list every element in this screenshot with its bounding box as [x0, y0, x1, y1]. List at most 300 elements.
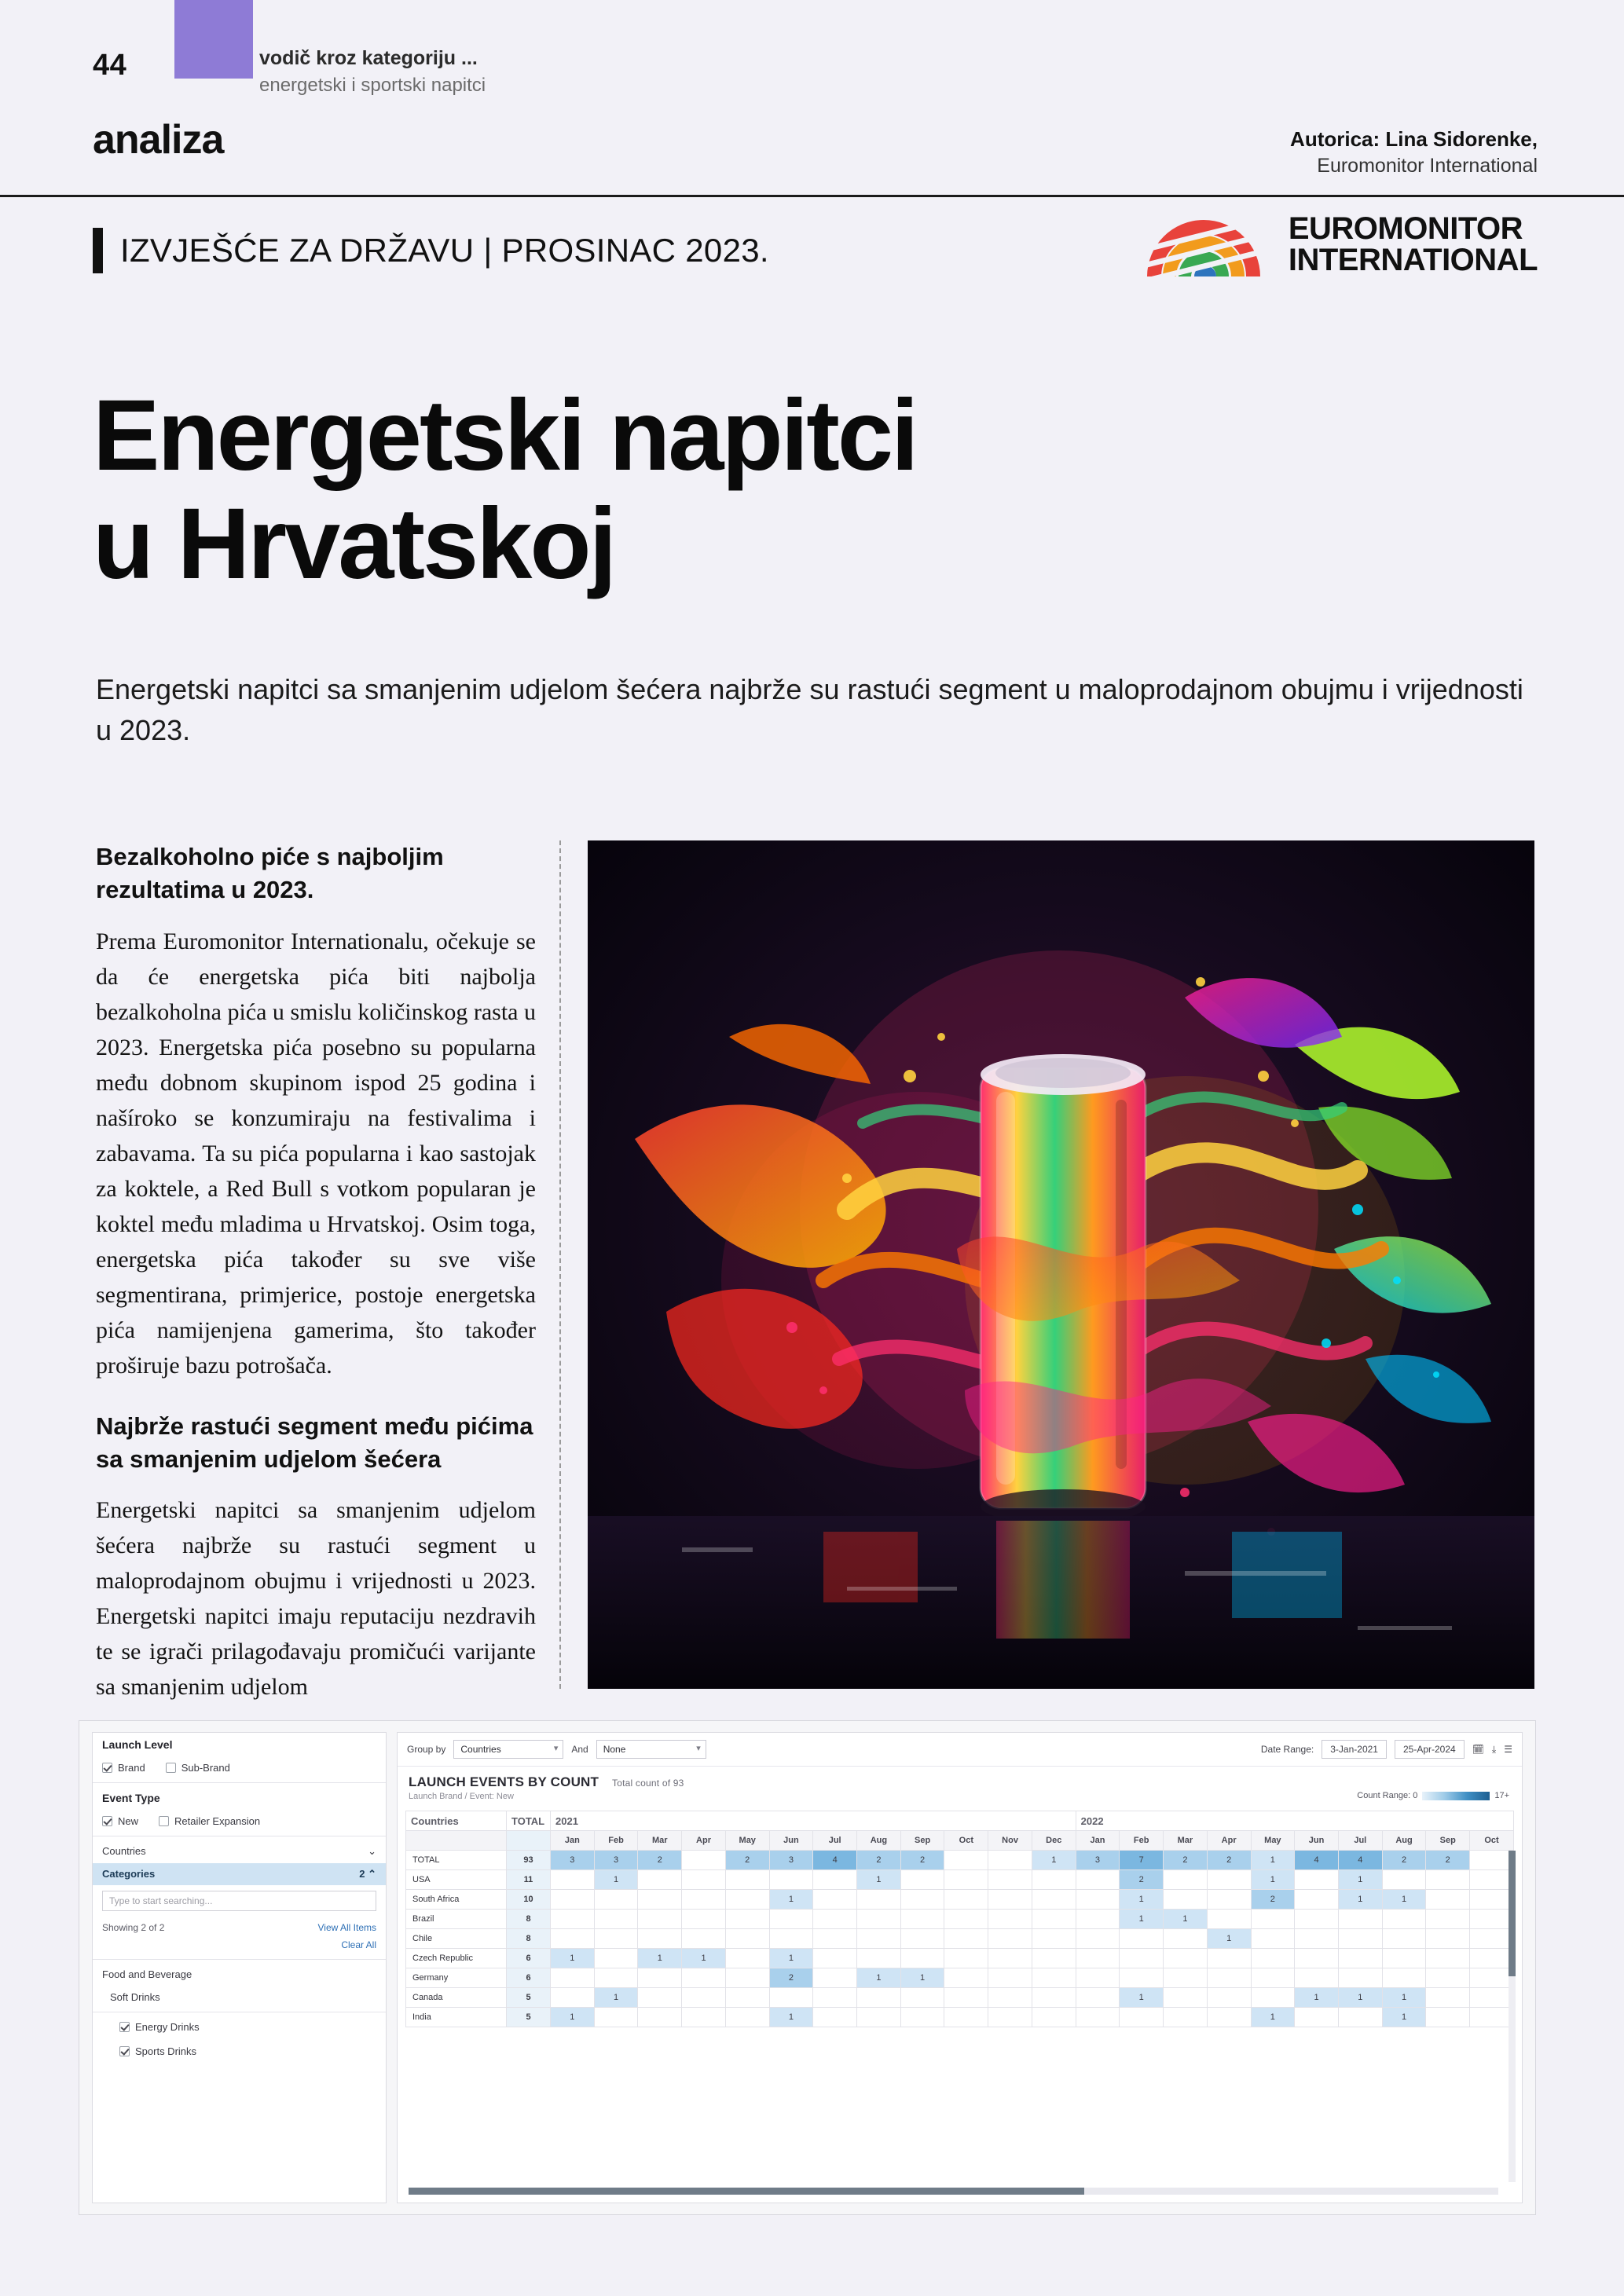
heatmap-cell[interactable]: [1470, 1968, 1514, 1988]
categories-filter-header[interactable]: [93, 1863, 386, 1885]
heatmap-cell[interactable]: [944, 1988, 988, 2008]
filter-energy-drinks[interactable]: [119, 2021, 200, 2033]
heatmap-cell[interactable]: [1207, 1949, 1251, 1968]
heatmap-cell[interactable]: [1076, 1890, 1120, 1910]
filter-brand[interactable]: [102, 1762, 145, 1774]
heatmap-cell[interactable]: [813, 1870, 857, 1890]
heatmap-cell[interactable]: [1338, 1949, 1382, 1968]
heatmap-cell[interactable]: [1426, 1910, 1470, 1929]
heatmap-cell[interactable]: [1470, 1910, 1514, 1929]
date-from-input[interactable]: 3-Jan-2021: [1322, 1740, 1387, 1759]
headline-line-2: u Hrvatskoj: [93, 487, 615, 600]
launch-events-table: [405, 1811, 1514, 2027]
heatmap-cell[interactable]: [594, 1890, 638, 1910]
month-header: Sep: [1426, 1831, 1470, 1851]
heatmap-cell[interactable]: [988, 1890, 1032, 1910]
report-line: [93, 228, 769, 273]
heatmap-cell[interactable]: [1470, 1988, 1514, 2008]
date-range-label: Date Range:: [1260, 1744, 1314, 1755]
table-row[interactable]: [406, 1890, 1514, 1910]
heatmap-cell[interactable]: [1470, 1890, 1514, 1910]
heatmap-cell[interactable]: [1164, 1870, 1208, 1890]
heatmap-cell[interactable]: [900, 1949, 944, 1968]
heatmap-cell[interactable]: [725, 1890, 769, 1910]
heatmap-cell[interactable]: 1: [857, 1968, 901, 1988]
heatmap-cell[interactable]: [944, 1968, 988, 1988]
heatmap-cell[interactable]: [900, 1870, 944, 1890]
heatmap-cell[interactable]: [551, 1988, 595, 2008]
heatmap-cell[interactable]: 1: [551, 1949, 595, 1968]
month-header: Jan: [551, 1831, 595, 1851]
heatmap-cell[interactable]: [944, 1851, 988, 1870]
euromonitor-logo: [1142, 211, 1538, 278]
filter-sports-drinks[interactable]: [119, 2045, 196, 2057]
table-header-blank: [406, 1831, 507, 1851]
count-range-legend: [1357, 1791, 1509, 1800]
month-header: Oct: [1470, 1831, 1514, 1851]
heatmap-cell[interactable]: [1076, 1929, 1120, 1949]
heatmap-cell[interactable]: [682, 1851, 726, 1870]
month-header: Aug: [857, 1831, 901, 1851]
table-row[interactable]: [406, 2008, 1514, 2027]
group-by-label: Group by: [407, 1744, 446, 1755]
filter-brand-label: Brand: [118, 1762, 145, 1774]
heatmap-cell[interactable]: [682, 1988, 726, 2008]
heatmap-cell[interactable]: [1251, 1949, 1295, 1968]
table-year-2022: 2022: [1076, 1811, 1513, 1831]
heatmap-cell[interactable]: [1251, 1929, 1295, 1949]
heatmap-cell[interactable]: [944, 1929, 988, 1949]
heatmap-cell[interactable]: 2: [900, 1851, 944, 1870]
heatmap-cell[interactable]: 2: [769, 1968, 813, 1988]
event-type-title: Event Type: [102, 1792, 160, 1804]
heatmap-cell[interactable]: [1032, 2008, 1076, 2027]
countries-filter-header[interactable]: [93, 1840, 386, 1863]
heatmap-cell[interactable]: [857, 1910, 901, 1929]
heatmap-cell[interactable]: [1382, 1949, 1426, 1968]
heatmap-cell[interactable]: [900, 1988, 944, 2008]
heatmap-cell[interactable]: [944, 1870, 988, 1890]
heatmap-cell[interactable]: [1251, 1968, 1295, 1988]
heatmap-cell[interactable]: [988, 1949, 1032, 1968]
heatmap-cell[interactable]: 1: [769, 2008, 813, 2027]
horizontal-scrollbar[interactable]: [409, 2188, 1498, 2195]
heatmap-cell[interactable]: [682, 1890, 726, 1910]
heatmap-cell[interactable]: [682, 1910, 726, 1929]
heatmap-cell[interactable]: 3: [769, 1851, 813, 1870]
heatmap-cell[interactable]: 2: [638, 1851, 682, 1870]
vertical-scrollbar[interactable]: [1509, 1851, 1516, 2182]
heatmap-cell[interactable]: [1382, 1968, 1426, 1988]
table-header-total-blank: [507, 1831, 551, 1851]
heatmap-cell[interactable]: 3: [551, 1851, 595, 1870]
showing-count: Showing 2 of 2: [102, 1922, 165, 1933]
month-header: Jan: [1076, 1831, 1120, 1851]
logo-line1: EUROMONITOR: [1288, 211, 1523, 246]
heatmap-cell[interactable]: [857, 1929, 901, 1949]
filter-new-label: New: [118, 1815, 139, 1827]
heatmap-cell[interactable]: [769, 1870, 813, 1890]
heatmap-cell[interactable]: [988, 1968, 1032, 1988]
heatmap-cell[interactable]: [1164, 1949, 1208, 1968]
heatmap-cell[interactable]: 1: [1207, 1929, 1251, 1949]
month-header: Jun: [769, 1831, 813, 1851]
heatmap-cell[interactable]: [1338, 2008, 1382, 2027]
heatmap-cell[interactable]: [1207, 1988, 1251, 2008]
heatmap-cell[interactable]: [551, 1968, 595, 1988]
heatmap-cell[interactable]: [1470, 1851, 1514, 1870]
heatmap-cell[interactable]: [1295, 1890, 1339, 1910]
author-organisation: Euromonitor International: [1317, 155, 1538, 178]
heatmap-cell[interactable]: 2: [1207, 1851, 1251, 1870]
heatmap-cell[interactable]: 1: [1382, 2008, 1426, 2027]
heatmap-cell[interactable]: [988, 1929, 1032, 1949]
heatmap-cell[interactable]: 2: [1251, 1890, 1295, 1910]
heatmap-cell[interactable]: 1: [638, 1949, 682, 1968]
heatmap-cell[interactable]: [769, 1988, 813, 2008]
heatmap-cell[interactable]: 1: [1338, 1890, 1382, 1910]
heatmap-cell[interactable]: 2: [1164, 1851, 1208, 1870]
heatmap-cell[interactable]: [1076, 1870, 1120, 1890]
heatmap-cell[interactable]: [769, 1910, 813, 1929]
heatmap-cell[interactable]: [1076, 1910, 1120, 1929]
heatmap-cell[interactable]: [1382, 1929, 1426, 1949]
heatmap-cell[interactable]: 2: [725, 1851, 769, 1870]
heatmap-cell[interactable]: [1032, 1870, 1076, 1890]
heatmap-cell[interactable]: [900, 1910, 944, 1929]
checkbox-icon[interactable]: [166, 1763, 176, 1773]
heatmap-cell[interactable]: [1295, 1870, 1339, 1890]
heatmap-cell[interactable]: [725, 2008, 769, 2027]
filter-sports-drinks-label: Sports Drinks: [135, 2045, 197, 2057]
month-header: Mar: [1164, 1831, 1208, 1851]
heatmap-cell[interactable]: 7: [1120, 1851, 1164, 1870]
report-label: IZVJEŠĆE ZA DRŽAVU | PROSINAC 2023.: [120, 232, 769, 269]
heatmap-cell[interactable]: [725, 1968, 769, 1988]
checkbox-icon[interactable]: [119, 2046, 130, 2056]
heatmap-cell[interactable]: [1207, 2008, 1251, 2027]
heatmap-cell[interactable]: [1032, 1968, 1076, 1988]
heatmap-cell[interactable]: [1120, 1929, 1164, 1949]
heatmap-cell[interactable]: 1: [1120, 1890, 1164, 1910]
and-select[interactable]: None ▾: [596, 1740, 706, 1759]
heatmap-cell[interactable]: [638, 1870, 682, 1890]
hero-image: [588, 840, 1534, 1689]
heatmap-cell[interactable]: [1426, 1949, 1470, 1968]
table-body: [406, 1851, 1514, 2027]
heatmap-cell[interactable]: 3: [1076, 1851, 1120, 1870]
author-block: [1290, 126, 1538, 180]
heatmap-cell[interactable]: 1: [1120, 1988, 1164, 2008]
heatmap-cell[interactable]: [1120, 1968, 1164, 1988]
heatmap-cell[interactable]: 1: [1251, 1870, 1295, 1890]
heatmap-cell[interactable]: [857, 1890, 901, 1910]
table-row[interactable]: [406, 1910, 1514, 1929]
heatmap-cell[interactable]: [551, 1910, 595, 1929]
heatmap-cell[interactable]: 1: [1382, 1988, 1426, 2008]
table-row[interactable]: [406, 1851, 1514, 1870]
heatmap-cell[interactable]: [1032, 1890, 1076, 1910]
section-title: analiza: [93, 117, 224, 163]
categories-count: 2: [359, 1868, 365, 1880]
heatmap-cell[interactable]: [813, 1949, 857, 1968]
heatmap-cell[interactable]: [1164, 2008, 1208, 2027]
divider: [93, 1959, 386, 1960]
heatmap-cell[interactable]: [1032, 1910, 1076, 1929]
filter-sub-brand-label: Sub-Brand: [181, 1762, 230, 1774]
heatmap-cell[interactable]: [1295, 1929, 1339, 1949]
heatmap-cell[interactable]: 1: [1120, 1910, 1164, 1929]
chart-title-text: LAUNCH EVENTS BY COUNT: [409, 1774, 599, 1789]
legend-gradient: [1422, 1792, 1490, 1800]
heatmap-cell[interactable]: [1032, 1929, 1076, 1949]
standfirst: Energetski napitci sa smanjenim udjelom šećera najbrže su rastući segment u maloprodajnom obujmu i vrijednosti u 2023.: [96, 673, 1523, 747]
heatmap-cell[interactable]: [1207, 1870, 1251, 1890]
heatmap-cell[interactable]: [1076, 1949, 1120, 1968]
heatmap-cell[interactable]: [988, 2008, 1032, 2027]
clear-all-link[interactable]: Clear All: [341, 1939, 376, 1950]
heatmap-cell[interactable]: [1207, 1890, 1251, 1910]
table-row[interactable]: [406, 1988, 1514, 2008]
heatmap-cell[interactable]: [1338, 1968, 1382, 1988]
heatmap-cell[interactable]: [551, 1929, 595, 1949]
heatmap-cell[interactable]: [1076, 2008, 1120, 2027]
heatmap-cell[interactable]: 1: [594, 1870, 638, 1890]
row-total: 11: [507, 1870, 551, 1890]
heatmap-cell[interactable]: [944, 1910, 988, 1929]
heatmap-cell[interactable]: [1426, 2008, 1470, 2027]
month-header: May: [725, 1831, 769, 1851]
month-header: Mar: [638, 1831, 682, 1851]
heatmap-cell[interactable]: [988, 1870, 1032, 1890]
heatmap-cell[interactable]: [1426, 1890, 1470, 1910]
heatmap-cell[interactable]: [1164, 1968, 1208, 1988]
heatmap-cell[interactable]: [1426, 1988, 1470, 2008]
heatmap-cell[interactable]: 4: [1338, 1851, 1382, 1870]
heatmap-cell[interactable]: [1295, 1910, 1339, 1929]
heatmap-cell[interactable]: [551, 1890, 595, 1910]
heatmap-cell[interactable]: [638, 1910, 682, 1929]
filter-new[interactable]: [102, 1815, 138, 1827]
author-name: Autorica: Lina Sidorenke,: [1290, 127, 1538, 151]
heatmap-cell[interactable]: [1251, 1910, 1295, 1929]
chevron-up-icon[interactable]: ⌃: [368, 1868, 376, 1880]
row-total: 6: [507, 1968, 551, 1988]
heatmap-cell[interactable]: [1032, 1949, 1076, 1968]
heatmap-cell[interactable]: [1470, 2008, 1514, 2027]
heatmap-cell[interactable]: [900, 1929, 944, 1949]
heatmap-cell[interactable]: [594, 2008, 638, 2027]
heatmap-cell[interactable]: [944, 1890, 988, 1910]
heatmap-cell[interactable]: 1: [1164, 1910, 1208, 1929]
heatmap-cell[interactable]: [1120, 2008, 1164, 2027]
heatmap-cell[interactable]: [1338, 1929, 1382, 1949]
logo-wordmark: [1289, 213, 1538, 276]
month-header: Sep: [900, 1831, 944, 1851]
heatmap-cell[interactable]: [1207, 1968, 1251, 1988]
month-header: Dec: [1032, 1831, 1076, 1851]
heatmap-cell[interactable]: [1207, 1910, 1251, 1929]
chart-total-count: Total count of 93: [612, 1778, 684, 1789]
heatmap-cell[interactable]: [594, 1929, 638, 1949]
page-title: [93, 379, 1428, 600]
heatmap-cell[interactable]: [857, 1988, 901, 2008]
heatmap-cell[interactable]: [813, 1929, 857, 1949]
heatmap-cell[interactable]: 2: [1426, 1851, 1470, 1870]
heatmap-cell[interactable]: [1295, 1968, 1339, 1988]
dashboard-filter-sidebar: [92, 1732, 387, 2203]
heatmap-cell[interactable]: [813, 1890, 857, 1910]
heatmap-cell[interactable]: [1295, 1949, 1339, 1968]
heatmap-cell[interactable]: [1338, 1910, 1382, 1929]
heatmap-cell[interactable]: [1382, 1870, 1426, 1890]
heatmap-cell[interactable]: [1470, 1949, 1514, 1968]
headline-line-1: Energetski napitci: [93, 379, 917, 492]
row-label: India: [406, 2008, 507, 2027]
heatmap-cell[interactable]: 1: [1251, 1851, 1295, 1870]
heatmap-cell[interactable]: [682, 1870, 726, 1890]
heatmap-cell[interactable]: 1: [900, 1968, 944, 1988]
heatmap-cell[interactable]: [638, 1929, 682, 1949]
heatmap-cell[interactable]: [1076, 1968, 1120, 1988]
category-search-input[interactable]: Type to start searching...: [102, 1891, 376, 1911]
checkbox-icon[interactable]: [102, 1763, 112, 1773]
heatmap-cell[interactable]: [944, 1949, 988, 1968]
dashboard-toolbar: [398, 1733, 1522, 1767]
heatmap-cell[interactable]: [813, 1968, 857, 1988]
heatmap-cell[interactable]: [857, 1949, 901, 1968]
category-guide-line2: energetski i sportski napitci: [259, 75, 486, 97]
chevron-down-icon[interactable]: ⌄: [368, 1845, 376, 1857]
heatmap-cell[interactable]: [594, 1968, 638, 1988]
calendar-icon[interactable]: 🗓: [1472, 1744, 1484, 1755]
table-row[interactable]: [406, 1949, 1514, 1968]
filter-sub-brand[interactable]: [166, 1762, 230, 1774]
checkbox-icon[interactable]: [159, 1816, 169, 1826]
month-header: Oct: [944, 1831, 988, 1851]
heatmap-cell[interactable]: 1: [1382, 1890, 1426, 1910]
table-row[interactable]: [406, 1870, 1514, 1890]
heatmap-cell[interactable]: [813, 2008, 857, 2027]
heatmap-cell[interactable]: 2: [1120, 1870, 1164, 1890]
heatmap-cell[interactable]: 1: [1338, 1988, 1382, 2008]
heatmap-cell[interactable]: [682, 1929, 726, 1949]
heatmap-cell[interactable]: [1426, 1929, 1470, 1949]
heatmap-cell[interactable]: [1426, 1968, 1470, 1988]
heatmap-cell[interactable]: [725, 1910, 769, 1929]
heatmap-cell[interactable]: [725, 1929, 769, 1949]
checkbox-icon[interactable]: [102, 1816, 112, 1826]
row-label: South Africa: [406, 1890, 507, 1910]
heatmap-cell[interactable]: [813, 1988, 857, 2008]
euromonitor-arc-icon: [1142, 211, 1274, 278]
heatmap-cell[interactable]: [1251, 1988, 1295, 2008]
heatmap-cell[interactable]: [682, 2008, 726, 2027]
heatmap-cell[interactable]: [1164, 1890, 1208, 1910]
heatmap-cell[interactable]: 1: [769, 1890, 813, 1910]
row-label: Brazil: [406, 1910, 507, 1929]
heatmap-cell[interactable]: 1: [1295, 1988, 1339, 2008]
heatmap-cell[interactable]: [594, 1949, 638, 1968]
heatmap-cell[interactable]: 2: [857, 1851, 901, 1870]
table-row[interactable]: [406, 1929, 1514, 1949]
heatmap-cell[interactable]: [900, 2008, 944, 2027]
row-total: 8: [507, 1929, 551, 1949]
heatmap-cell[interactable]: [725, 1870, 769, 1890]
heatmap-cell[interactable]: [551, 1870, 595, 1890]
heatmap-cell[interactable]: 1: [857, 1870, 901, 1890]
heatmap-cell[interactable]: 1: [1338, 1870, 1382, 1890]
heatmap-cell[interactable]: 2: [1382, 1851, 1426, 1870]
heatmap-cell[interactable]: 1: [1032, 1851, 1076, 1870]
month-header: Feb: [1120, 1831, 1164, 1851]
heatmap-cell[interactable]: [988, 1988, 1032, 2008]
month-header: Apr: [1207, 1831, 1251, 1851]
heatmap-cell[interactable]: [1032, 1988, 1076, 2008]
heatmap-cell[interactable]: [1164, 1929, 1208, 1949]
heatmap-cell[interactable]: 3: [594, 1851, 638, 1870]
settings-icon[interactable]: ☰: [1504, 1744, 1512, 1755]
heatmap-cell[interactable]: [682, 1968, 726, 1988]
group-food-and-beverage[interactable]: Food and Beverage: [102, 1968, 192, 1980]
heatmap-cell[interactable]: [857, 2008, 901, 2027]
heatmap-cell[interactable]: [1120, 1949, 1164, 1968]
group-soft-drinks[interactable]: Soft Drinks: [110, 1991, 160, 2003]
row-total: 5: [507, 1988, 551, 2008]
group-by-select[interactable]: Countries ▾: [453, 1740, 563, 1759]
heatmap-cell[interactable]: [638, 1988, 682, 2008]
heatmap-cell[interactable]: [900, 1890, 944, 1910]
heatmap-cell[interactable]: [638, 1890, 682, 1910]
heatmap-cell[interactable]: [1382, 1910, 1426, 1929]
heatmap-cell[interactable]: [1470, 1929, 1514, 1949]
heatmap-cell[interactable]: [769, 1929, 813, 1949]
view-all-items-link[interactable]: View All Items: [317, 1922, 376, 1933]
month-header: Apr: [682, 1831, 726, 1851]
heatmap-cell[interactable]: 1: [769, 1949, 813, 1968]
heatmap-cell[interactable]: [1076, 1988, 1120, 2008]
heatmap-cell[interactable]: 1: [551, 2008, 595, 2027]
category-guide-line1: vodič kroz kategoriju ...: [259, 47, 478, 69]
heatmap-cell[interactable]: [638, 2008, 682, 2027]
checkbox-icon[interactable]: [119, 2022, 130, 2032]
heatmap-cell[interactable]: [944, 2008, 988, 2027]
heatmap-cell[interactable]: [638, 1968, 682, 1988]
heatmap-cell[interactable]: [1470, 1870, 1514, 1890]
dashboard-screenshot: [79, 1720, 1536, 2215]
heatmap-cell[interactable]: 4: [813, 1851, 857, 1870]
heatmap-cell[interactable]: [725, 1949, 769, 1968]
heatmap-cell[interactable]: 1: [682, 1949, 726, 1968]
row-label: Canada: [406, 1988, 507, 2008]
row-total: 5: [507, 2008, 551, 2027]
heatmap-cell[interactable]: 4: [1295, 1851, 1339, 1870]
heatmap-cell[interactable]: [725, 1988, 769, 2008]
table-row[interactable]: [406, 1968, 1514, 1988]
heatmap-cell[interactable]: [813, 1910, 857, 1929]
filter-retailer-expansion[interactable]: [159, 1815, 260, 1827]
heatmap-cell[interactable]: [1426, 1870, 1470, 1890]
download-icon[interactable]: ⤓: [1491, 1743, 1497, 1755]
heatmap-cell[interactable]: [594, 1910, 638, 1929]
heatmap-cell[interactable]: [1164, 1988, 1208, 2008]
heatmap-cell[interactable]: [988, 1910, 1032, 1929]
heatmap-cell[interactable]: 1: [1251, 2008, 1295, 2027]
heatmap-cell[interactable]: 1: [594, 1988, 638, 2008]
date-to-input[interactable]: 25-Apr-2024: [1395, 1740, 1465, 1759]
heatmap-cell[interactable]: [1295, 2008, 1339, 2027]
heatmap-cell[interactable]: [988, 1851, 1032, 1870]
